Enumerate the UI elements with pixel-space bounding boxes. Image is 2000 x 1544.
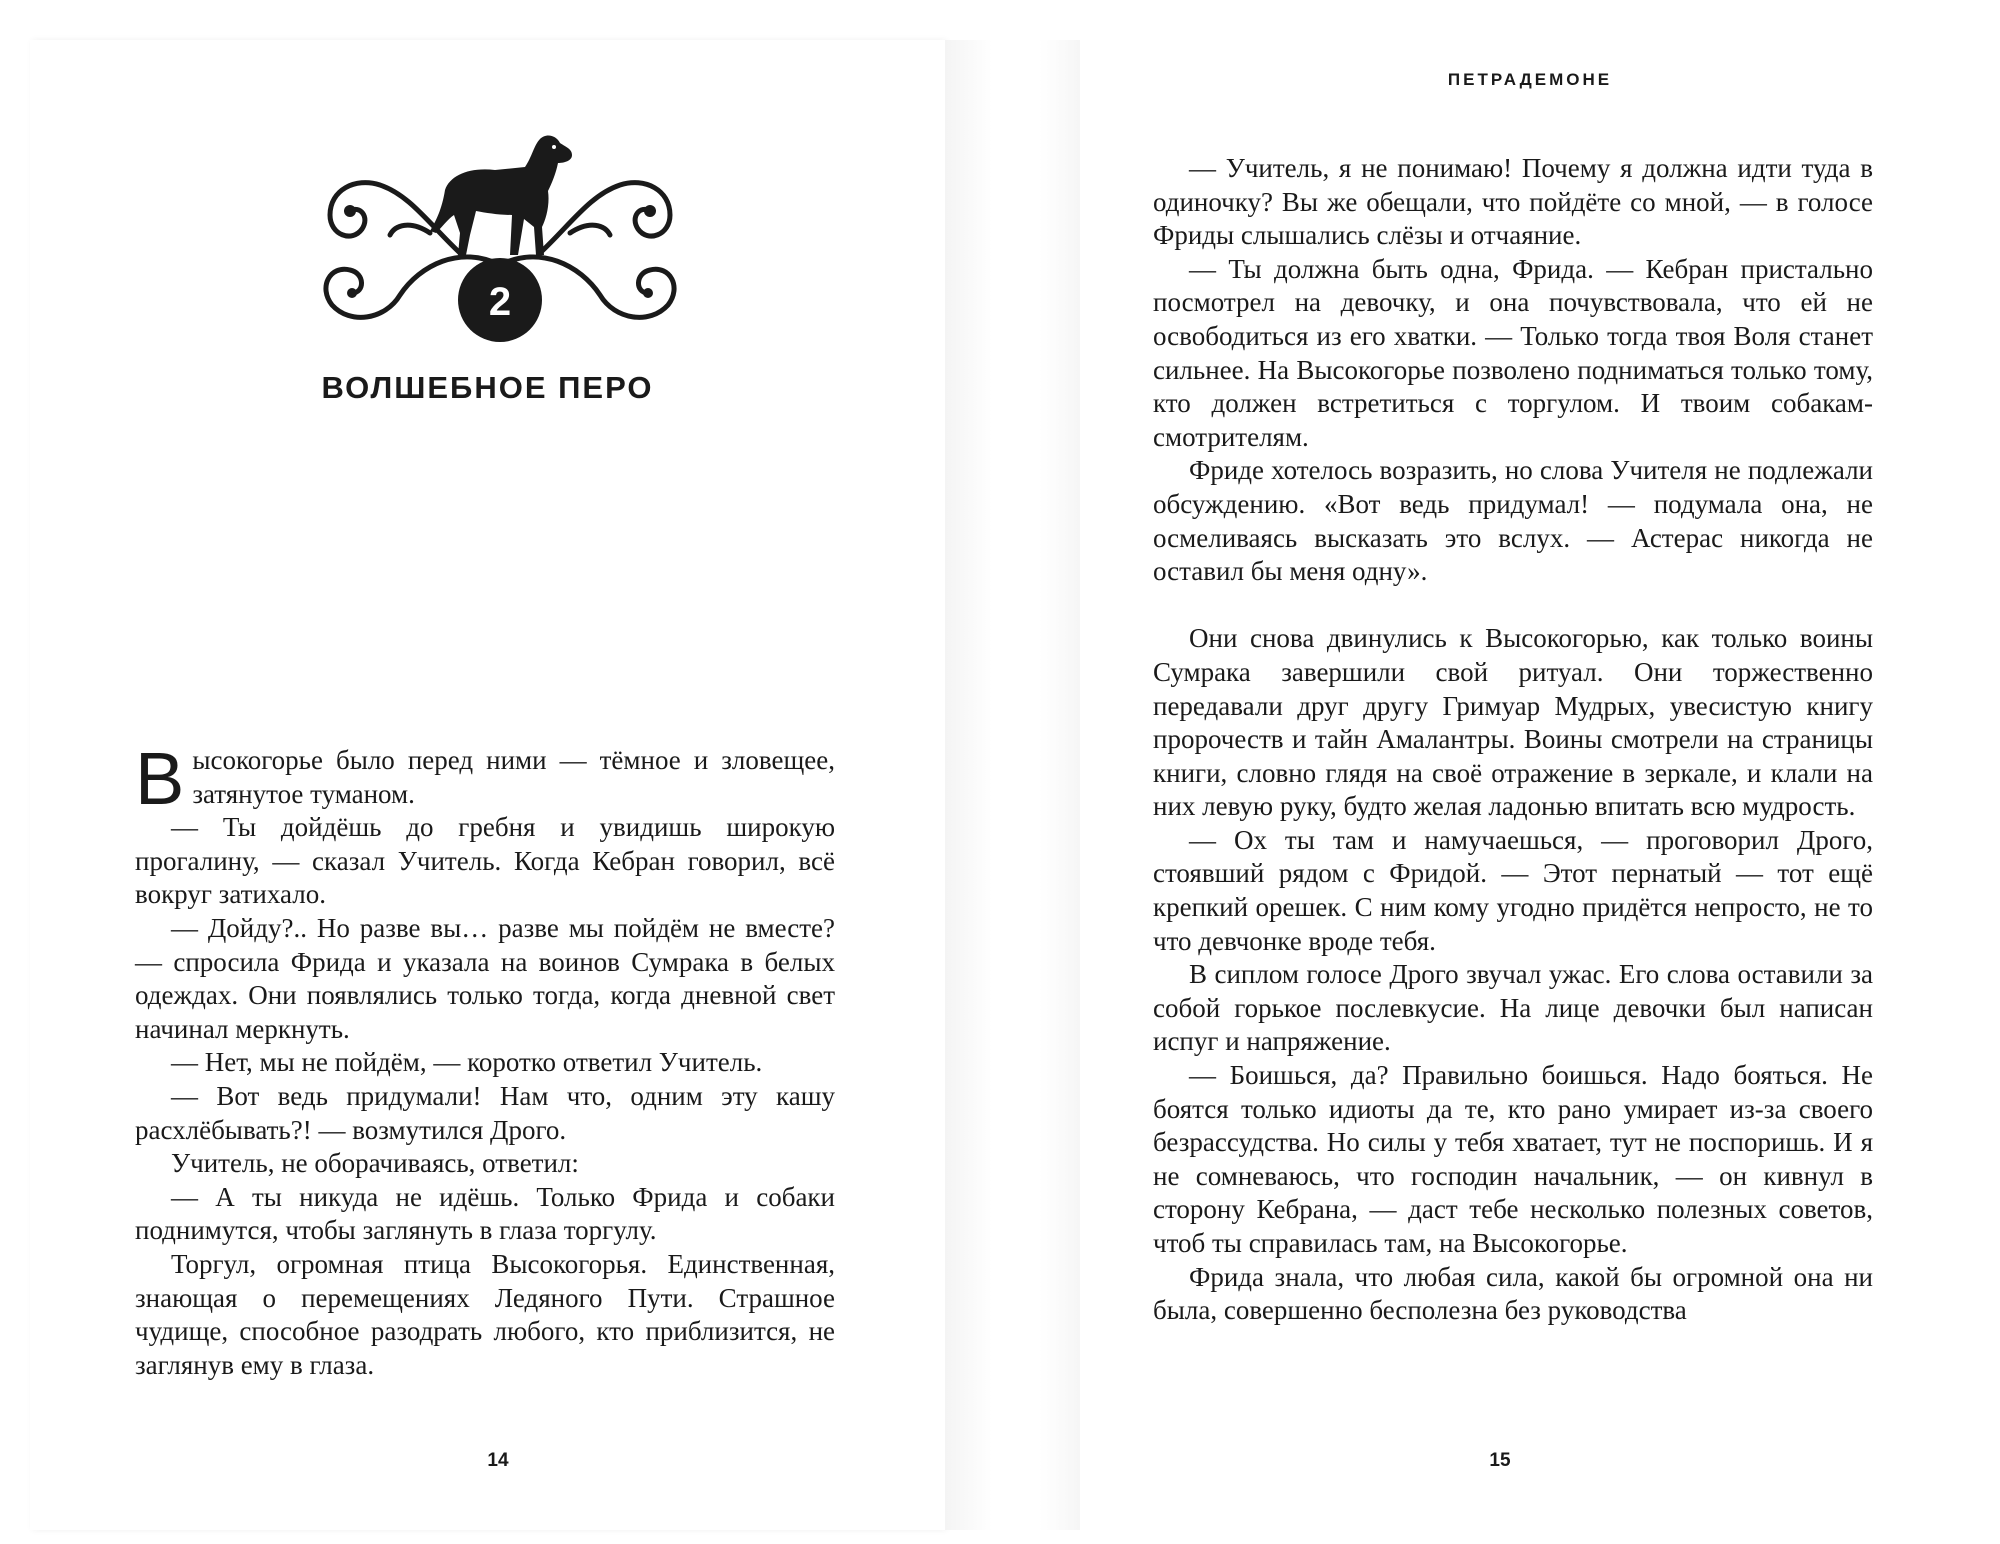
paragraph: Торгул, огромная птица Высокогорья. Единственная, знающая о перемещениях Ледяного Пути. Страшное чудище, способное разодрать любого, кто приблизится, не заглянув ему в глаза. — [135, 1248, 835, 1380]
chapter-title: ВОЛШЕБНОЕ ПЕРО — [321, 370, 654, 405]
paragraph: Они снова двинулись к Высокогорью, как только воины Сумрака завершили свой ритуал. Они торжественно передавали друг другу Гримуар Мудрых, увесистую книгу пророчеств и тайн Амалантры. Воины смотрели на страницы книги, словно глядя на своё отражение в зеркале, и клали на них левую руку, будто желая ладонью впитать всю мудрость. — [1153, 623, 1873, 822]
paragraph: — Вот ведь придумали! Нам что, одним эту кашу расхлёбывать?! — возмутился Дрого. — [135, 1080, 835, 1145]
drop-cap: В — [135, 737, 185, 820]
paragraph: Фриде хотелось возразить, но слова Учителя не подлежали обсуждению. «Вот ведь придумал! — подумала она, не осмеливаясь высказать это вслух. — Астерас никогда не оставил бы меня одну». — [1153, 455, 1873, 587]
running-head: ПЕТРАДЕМОНЕ — [1447, 70, 1613, 89]
page-gutter — [945, 40, 1080, 1530]
left-page-body — [135, 737, 835, 1382]
paragraph: — Ты должна быть одна, Фрида. — Кебран пристально посмотрел на девочку, и она почувствовала, что ей не освободиться из его хватки. — Только тогда твоя Воля станет сильнее. На Высокогорье позволено подниматься только тому, кто должен встретиться с торгулом. И твоим собакам-смотрителям. — [1153, 253, 1873, 452]
paragraph: — Учитель, я не понимаю! Почему я должна идти туда в одиночку? Вы же обещали, что пойдёте со мной, — в голосе Фриды слышались слёзы и отчаяние. — [1153, 153, 1873, 251]
paragraph: Учитель, не оборачиваясь, ответил: — [171, 1148, 579, 1179]
paragraph: — Ох ты там и намучаешься, — проговорил Дрого, стоявший рядом с Фридой. — Этот пернатый — тот ещё крепкий орешек. С ним кому угодно придётся непросто, не то что девчонке вроде тебя. — [1153, 824, 1873, 956]
chapter-number: 2 — [488, 280, 512, 324]
page-number-left: 14 — [487, 1450, 509, 1471]
paragraph — [135, 737, 835, 820]
paragraph: — Дойду?.. Но разве вы… разве мы пойдём не вместе? — спросила Фрида и указала на воинов Сумрака в белых одеждах. Они появлялись только тогда, когда дневной свет начинал меркнуть. — [135, 912, 835, 1044]
paragraph: — Боишься, да? Правильно боишься. Надо бояться. Не боятся только идиоты да те, кто рано умирает из-за своего безрассудства. Но силы у тебя хватает, тут не поспоришь. И я не сомневаюсь, что господин начальник, — он кивнул в сторону Кебрана, — даст тебе несколько полезных советов, чтоб ты справилась там, на Высокогорье. — [1153, 1060, 1873, 1258]
paragraph: — А ты никуда не идёшь. Только Фрида и собаки поднимутся, чтобы заглянуть в глаза торгулу. — [135, 1181, 835, 1246]
page-number-right: 15 — [1489, 1450, 1511, 1471]
paragraph-text: ысокогорье было перед ними — тёмное и зловещее, затянутое туманом. — [192, 745, 835, 809]
paragraph: Фрида знала, что любая сила, какой бы огромной она ни была, совершенно бесполезна без руководства — [1153, 1261, 1873, 1326]
paragraph: — Ты дойдёшь до гребня и увидишь широкую прогалину, — сказал Учитель. Когда Кебран говорил, всё вокруг затихало. — [135, 812, 835, 910]
paragraph: — Нет, мы не пойдём, — коротко ответил Учитель. — [171, 1047, 763, 1078]
paragraph: В сиплом голосе Дрого звучал ужас. Его слова оставили за собой горькое послевкусие. На лице девочки был написан испуг и напряжение. — [1153, 959, 1873, 1057]
right-page-body — [1153, 152, 1873, 1328]
